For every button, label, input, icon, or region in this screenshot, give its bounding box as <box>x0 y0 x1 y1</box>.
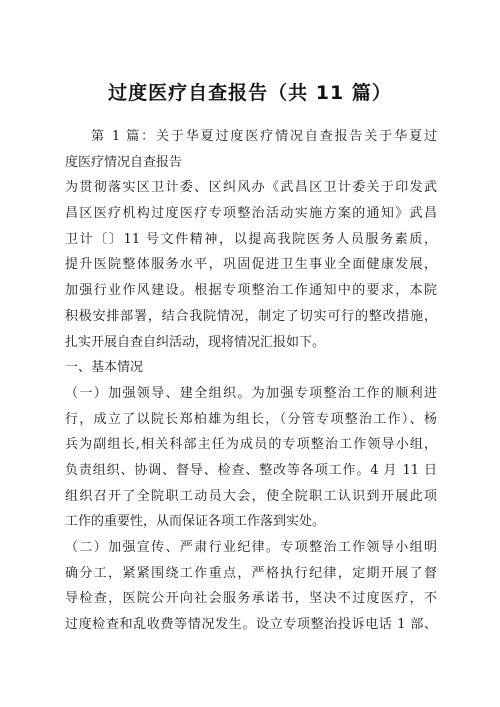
text-line: 兵为副组长,相关科部主任为成员的专项整治工作领导小组， <box>65 437 437 453</box>
text-line: 确分工，紧紧围绕工作重点，严格执行纪律，定期开展了督 <box>65 565 437 581</box>
text-line: 第 1 篇：关于华夏过度医疗情况自查报告关于华夏过 <box>91 129 437 144</box>
text-line: 加强行业作风建设。根据专项整治工作通知中的要求，本院 <box>65 283 437 299</box>
text-line: （一）加强领导、建全组织。为加强专项整治工作的顺利进 <box>65 385 437 401</box>
text-line: 度医疗情况自查报告 <box>65 154 183 170</box>
text-line: 导检查，医院公开向社会服务承诺书，坚决不过度医疗，不 <box>65 591 437 607</box>
text-line: 扎实开展自查自纠活动，现将情况汇报如下。 <box>65 334 326 350</box>
text-line: 卫计〔〕11 号文件精神，以提高我院医务人员服务素质， <box>65 231 437 247</box>
text-line: 积极安排部署，结合我院情况，制定了切实可行的整改措施， <box>65 308 437 324</box>
text-line: 行，成立了以院长郑柏雄为组长，（分管专项整治工作）、杨 <box>65 411 437 427</box>
text-line: 昌区医疗机构过度医疗专项整治活动实施方案的通知》武昌 <box>65 206 437 222</box>
text-line: 提升医院整体服务水平，巩固促进卫生事业全面健康发展， <box>65 257 437 273</box>
document-body <box>65 124 437 638</box>
text-line: 为贯彻落实区卫计委、区纠风办《武昌区卫计委关于印发武 <box>65 180 437 196</box>
text-line: （二）加强宣传、严肃行业纪律。专项整治工作领导小组明 <box>65 540 437 555</box>
text-line: 负责组织、协调、督导、检查、整改等各项工作。4 月 11 日 <box>65 462 437 478</box>
text-line: 过度检查和乱收费等情况发生。设立专项整治投诉电话 1 部、 <box>65 617 437 633</box>
section-heading: 一、基本情况 <box>65 360 144 376</box>
text-line: 组织召开了全院职工动员大会，使全院职工认识到开展此项 <box>65 488 437 504</box>
document-title: 过度医疗自查报告（共 11 篇） <box>108 82 392 104</box>
text-line: 工作的重要性，从而保证各项工作落到实处。 <box>65 514 326 530</box>
